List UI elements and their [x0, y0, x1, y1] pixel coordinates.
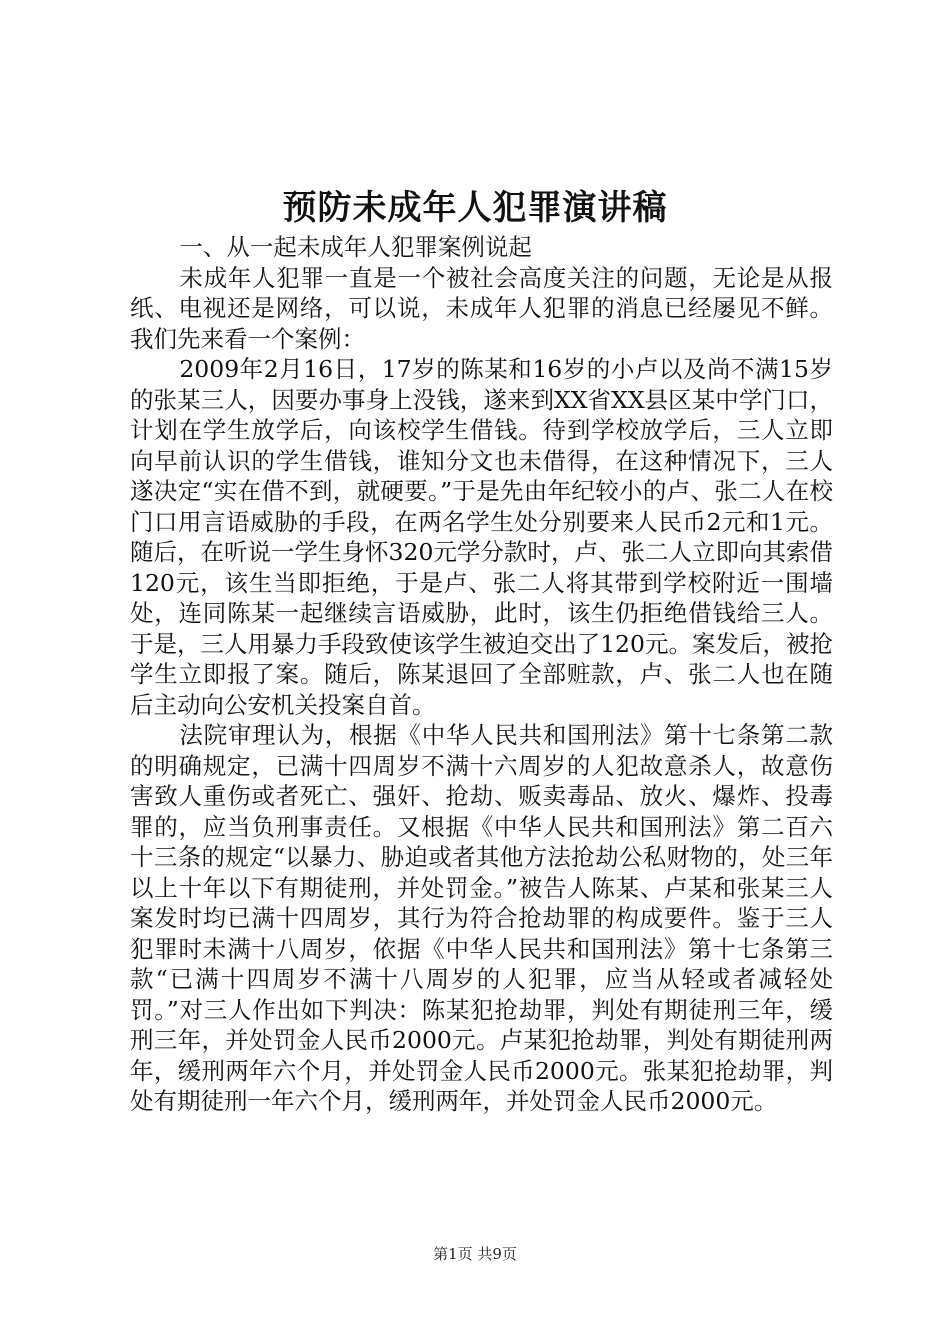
- document-title: 预防未成年人犯罪演讲稿: [282, 188, 668, 228]
- document-body: [130, 232, 833, 1117]
- section-heading: 一、从一起未成年人犯罪案例说起: [179, 233, 532, 261]
- paragraph-judgment: 法院审理认为，根据《中华人民共和国刑法》第十七条第二款的明确规定，已满十四周岁不满十六周岁的人犯故意杀人，故意伤害致人重伤或者死亡、强奸、抢劫、贩卖毒品、放火、爆炸、投毒罪的，应当负刑事责任。又根据《中华人民共和国刑法》第二百六十三条的规定“以暴力、胁迫或者其他方法抢劫公私财物的，处三年以上十年以下有期徒刑，并处罚金。”被告人陈某、卢某和张某三人案发时均已满十四周岁，其行为符合抢劫罪的构成要件。鉴于三人犯罪时未满十八周岁，依据《中华人民共和国刑法》第十七条第三款“已满十四周岁不满十八周岁的人犯罪，应当从轻或者减轻处罚。”对三人作出如下判决：陈某犯抢劫罪，判处有期徒刑三年，缓刑三年，并处罚金人民币2000元。卢某犯抢劫罪，判处有期徒刑两年，缓刑两年六个月，并处罚金人民币2000元。张某犯抢劫罪，判处有期徒刑一年六个月，缓刑两年，并处罚金人民币2000元。: [130, 721, 833, 1115]
- page-footer: 第1页 共9页: [433, 1245, 517, 1263]
- paragraph-case: 2009年2月16日，17岁的陈某和16岁的小卢以及尚不满15岁的张某三人，因要办事身上没钱，遂来到XX省XX县区某中学门口，计划在学生放学后，向该校学生借钱。待到学校放学后，三人立即向早前认识的学生借钱，谁知分文也未借得，在这种情况下，三人遂决定“实在借不到，就硬要。”于是先由年纪较小的卢、张二人在校门口用言语威胁的手段，在两名学生处分别要来人民币2元和1元。随后，在听说一学生身怀320元学分款时，卢、张二人立即向其索借120元，该生当即拒绝，于是卢、张二人将其带到学校附近一围墙处，连同陈某一起继续言语威胁，此时，该生仍拒绝借钱给三人。于是，三人用暴力手段致使该学生被迫交出了120元。案发后，被抢学生立即报了案。随后，陈某退回了全部赃款，卢、张二人也在随后主动向公安机关投案自首。: [130, 355, 833, 719]
- paragraph-intro: 未成年人犯罪一直是一个被社会高度关注的问题，无论是从报纸、电视还是网络，可以说，未成年人犯罪的消息已经屡见不鲜。我们先来看一个案例：: [130, 263, 833, 353]
